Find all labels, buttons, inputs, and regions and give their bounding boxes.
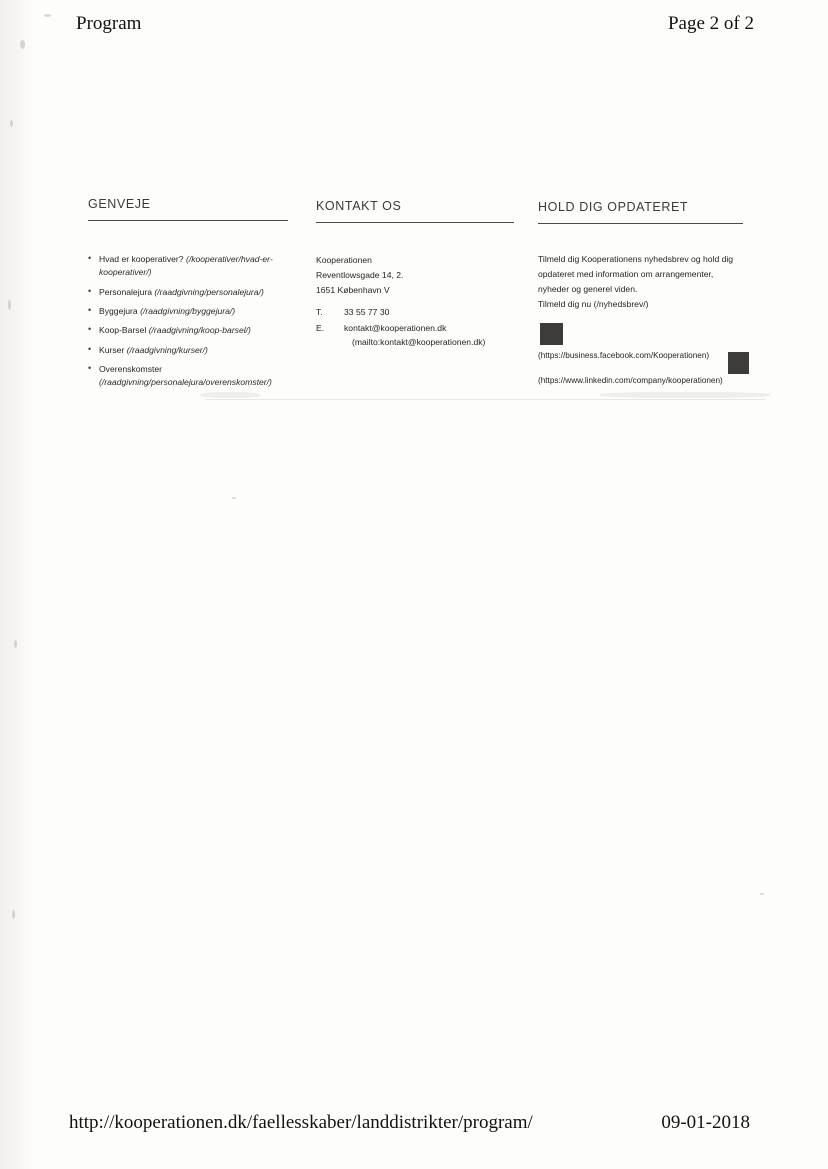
newsletter-signup-url: (/nyhedsbrev/) bbox=[593, 299, 649, 310]
column-contact bbox=[316, 197, 516, 352]
contact-email-link: (mailto:kontakt@kooperationen.dk) bbox=[352, 336, 486, 347]
newsletter-signup-label: Tilmeld dig nu bbox=[538, 299, 592, 310]
scan-speck bbox=[8, 300, 11, 310]
shortcut-url: (/raadgivning/byggejura/) bbox=[140, 305, 236, 316]
column-divider bbox=[88, 220, 288, 221]
shortcut-url: (/raadgivning/koop-barsel/) bbox=[148, 325, 251, 336]
column-heading-shortcuts: GENVEJE bbox=[88, 197, 151, 211]
column-newsletter bbox=[538, 197, 743, 397]
column-divider bbox=[538, 223, 743, 224]
scan-speck bbox=[10, 120, 13, 127]
shortcut-label: Byggejura bbox=[99, 305, 138, 316]
list-item[interactable] bbox=[88, 286, 288, 299]
shortcut-label: Hvad er kooperativer? bbox=[99, 254, 184, 264]
column-divider bbox=[316, 222, 514, 223]
scan-ghost-line bbox=[205, 399, 765, 400]
page-header bbox=[0, 13, 828, 41]
contact-email-label: E. bbox=[316, 323, 325, 334]
contact-phone-label: T. bbox=[316, 307, 323, 318]
column-shortcuts bbox=[88, 197, 288, 396]
list-item[interactable] bbox=[88, 324, 288, 337]
facebook-url[interactable]: (https://business.facebook.com/Kooperationen) bbox=[538, 351, 710, 361]
shortcut-url: (/raadgivning/kurser/) bbox=[126, 344, 208, 355]
shortcut-url: (/raadgivning/personalejura/overenskomster/) bbox=[99, 377, 272, 388]
newsletter-signup-link[interactable] bbox=[538, 297, 741, 312]
column-heading-contact: KONTAKT OS bbox=[316, 199, 402, 213]
shortcut-label: Overenskomster bbox=[99, 363, 163, 374]
shortcut-url: (/raadgivning/personalejura/) bbox=[154, 286, 264, 297]
linkedin-url[interactable]: (https://www.linkedin.com/company/kooperationen) bbox=[538, 376, 723, 386]
contact-phone-row bbox=[316, 306, 516, 319]
scan-speck bbox=[14, 640, 17, 648]
contact-org: Kooperationen bbox=[316, 255, 372, 265]
contact-street: Reventlowsgade 14, 2. bbox=[316, 270, 404, 281]
contact-email-row[interactable] bbox=[316, 322, 516, 349]
list-item[interactable] bbox=[88, 363, 288, 390]
newsletter-text bbox=[538, 252, 741, 312]
shortcut-label: Koop-Barsel bbox=[99, 325, 147, 336]
facebook-icon[interactable] bbox=[540, 323, 563, 345]
page-number-label: Page 2 of 2 bbox=[667, 13, 754, 34]
page-title: Program bbox=[76, 13, 142, 34]
scan-speck bbox=[20, 40, 25, 49]
shortcut-url: (/kooperativer/hvad-er-kooperativer/) bbox=[99, 254, 273, 278]
footer-source-url: http://kooperationen.dk/faellesskaber/landdistrikter/program/ bbox=[69, 1112, 533, 1133]
list-item[interactable] bbox=[88, 344, 288, 357]
contact-city: 1651 København V bbox=[316, 285, 390, 296]
contact-email-value: kontakt@kooperationen.dk bbox=[344, 323, 447, 334]
linkedin-icon[interactable] bbox=[728, 352, 749, 374]
list-item[interactable] bbox=[88, 253, 288, 280]
shortcut-label: Personalejura bbox=[99, 286, 153, 297]
column-heading-newsletter: HOLD DIG OPDATERET bbox=[538, 200, 689, 214]
contact-details bbox=[316, 306, 516, 349]
scan-speck bbox=[12, 910, 15, 919]
shortcut-label: Kurser bbox=[99, 344, 125, 355]
scan-edge-artifact bbox=[0, 0, 34, 1169]
footer-print-date: 09-01-2018 bbox=[661, 1112, 750, 1133]
contact-address bbox=[316, 253, 516, 298]
scan-speck bbox=[232, 497, 236, 499]
social-links bbox=[538, 323, 743, 397]
newsletter-body: Tilmeld dig Kooperationens nyhedsbrev og hold dig opdateret med information om arrangementer, nyheder og generel viden. bbox=[538, 254, 734, 294]
list-item[interactable] bbox=[88, 305, 288, 318]
contact-phone-value: 33 55 77 30 bbox=[344, 307, 390, 318]
scan-speck bbox=[760, 893, 764, 895]
shortcuts-list bbox=[88, 253, 288, 390]
